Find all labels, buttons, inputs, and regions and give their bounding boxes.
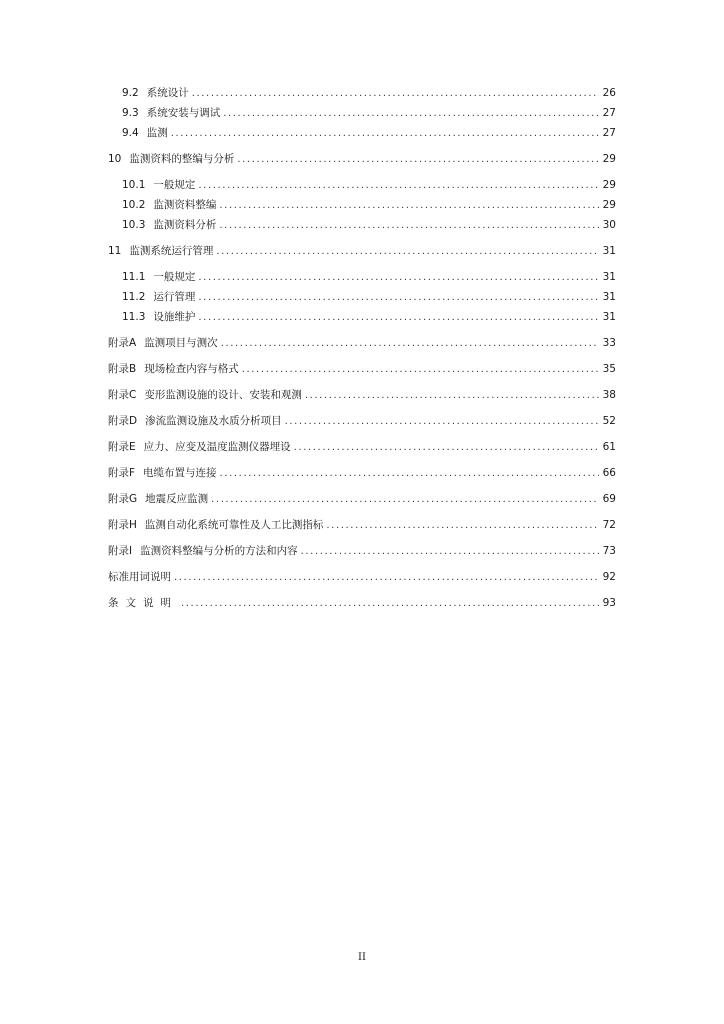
toc-entry-11-3[interactable] bbox=[108, 310, 616, 330]
toc-leader-dots bbox=[174, 571, 599, 585]
toc-entry-title: 运行管理 bbox=[153, 291, 196, 303]
toc-leader-dots bbox=[301, 545, 599, 559]
toc-entry-title: 监测资料整编与分析的方法和内容 bbox=[140, 545, 298, 557]
toc-leader-dots bbox=[294, 441, 599, 455]
toc-entry-page: 31 bbox=[602, 291, 616, 303]
toc-entry-number: 10.1 bbox=[122, 179, 146, 191]
toc-leader-dots bbox=[223, 107, 599, 121]
toc-entry-title: 系统设计 bbox=[146, 87, 189, 99]
toc-entry-title: 监测项目与测次 bbox=[144, 337, 218, 349]
toc-leader-dots bbox=[171, 127, 599, 141]
toc-entry-terminology[interactable] bbox=[108, 570, 616, 590]
table-of-contents bbox=[108, 86, 616, 616]
toc-entry-appendix-c[interactable] bbox=[108, 388, 616, 408]
toc-entry-page: 26 bbox=[602, 87, 616, 99]
toc-entry-title: 条文说明 bbox=[108, 597, 178, 609]
toc-entry-page: 92 bbox=[602, 571, 616, 583]
toc-entry-9-4[interactable] bbox=[108, 126, 616, 146]
toc-entry-number: 9.3 bbox=[122, 107, 139, 119]
toc-entry-title: 一般规定 bbox=[153, 179, 196, 191]
toc-leader-dots bbox=[219, 199, 599, 213]
toc-entry-page: 33 bbox=[602, 337, 616, 349]
toc-entry-number: 11.1 bbox=[122, 271, 146, 283]
toc-entry-10[interactable] bbox=[108, 152, 616, 172]
toc-entry-page: 27 bbox=[602, 127, 616, 139]
toc-entry-number: 附录I bbox=[108, 545, 133, 557]
toc-entry-number: 10.3 bbox=[122, 219, 146, 231]
toc-entry-appendix-b[interactable] bbox=[108, 362, 616, 382]
toc-entry-title: 地震反应监测 bbox=[145, 493, 209, 505]
toc-entry-title: 设施维护 bbox=[153, 311, 196, 323]
toc-entry-11[interactable] bbox=[108, 244, 616, 264]
toc-entry-title: 一般规定 bbox=[153, 271, 196, 283]
toc-entry-appendix-a[interactable] bbox=[108, 336, 616, 356]
toc-entry-number: 附录C bbox=[108, 389, 137, 401]
toc-entry-title: 现场检查内容与格式 bbox=[144, 363, 239, 375]
toc-entry-10-3[interactable] bbox=[108, 218, 616, 238]
toc-leader-dots bbox=[216, 245, 599, 259]
toc-entry-page: 31 bbox=[602, 245, 616, 257]
toc-entry-number: 附录B bbox=[108, 363, 137, 375]
toc-entry-appendix-g[interactable] bbox=[108, 492, 616, 512]
toc-entry-page: 35 bbox=[602, 363, 616, 375]
toc-entry-title: 监测系统运行管理 bbox=[129, 245, 214, 257]
toc-entry-page: 29 bbox=[602, 179, 616, 191]
toc-entry-page: 30 bbox=[602, 219, 616, 231]
toc-entry-page: 38 bbox=[602, 389, 616, 401]
toc-entry-number: 11.3 bbox=[122, 311, 146, 323]
toc-entry-title: 系统安装与调试 bbox=[146, 107, 221, 119]
toc-entry-page: 52 bbox=[602, 415, 616, 427]
toc-entry-number: 附录F bbox=[108, 467, 136, 479]
toc-entry-page: 66 bbox=[602, 467, 616, 479]
toc-leader-dots bbox=[181, 597, 599, 611]
toc-entry-number: 11.2 bbox=[122, 291, 146, 303]
toc-entry-title: 电缆布置与连接 bbox=[143, 467, 217, 479]
toc-entry-number: 附录D bbox=[108, 415, 138, 427]
toc-entry-page: 27 bbox=[602, 107, 616, 119]
toc-entry-title: 监测资料整编 bbox=[153, 199, 217, 211]
toc-entry-number: 附录E bbox=[108, 441, 136, 453]
toc-entry-9-3[interactable] bbox=[108, 106, 616, 126]
toc-leader-dots bbox=[219, 219, 599, 233]
toc-entry-appendix-e[interactable] bbox=[108, 440, 616, 460]
toc-entry-explanation[interactable] bbox=[108, 596, 616, 616]
toc-entry-number: 附录H bbox=[108, 519, 137, 531]
toc-entry-number: 9.4 bbox=[122, 127, 139, 139]
toc-leader-dots bbox=[305, 389, 599, 403]
toc-entry-page: 69 bbox=[602, 493, 616, 505]
toc-entry-page: 61 bbox=[602, 441, 616, 453]
toc-entry-title: 渗流监测设施及水质分析项目 bbox=[145, 415, 282, 427]
toc-entry-number: 11 bbox=[108, 245, 122, 257]
toc-entry-page: 73 bbox=[602, 545, 616, 557]
toc-leader-dots bbox=[237, 153, 599, 167]
toc-entry-title: 变形监测设施的设计、安装和观测 bbox=[144, 389, 302, 401]
toc-entry-page: 72 bbox=[602, 519, 616, 531]
toc-entry-number: 附录G bbox=[108, 493, 138, 505]
toc-entry-appendix-h[interactable] bbox=[108, 518, 616, 538]
toc-entry-page: 29 bbox=[602, 153, 616, 165]
toc-entry-appendix-d[interactable] bbox=[108, 414, 616, 434]
toc-leader-dots bbox=[242, 363, 599, 377]
toc-leader-dots bbox=[221, 337, 599, 351]
toc-entry-title: 标准用词说明 bbox=[108, 571, 171, 583]
toc-entry-appendix-f[interactable] bbox=[108, 466, 616, 486]
page-number: II bbox=[358, 952, 366, 963]
toc-leader-dots bbox=[220, 467, 599, 481]
toc-leader-dots bbox=[326, 519, 599, 533]
toc-leader-dots bbox=[198, 271, 599, 285]
toc-leader-dots bbox=[285, 415, 599, 429]
toc-leader-dots bbox=[198, 311, 599, 325]
toc-leader-dots bbox=[198, 179, 599, 193]
toc-entry-10-1[interactable] bbox=[108, 178, 616, 198]
toc-entry-9-2[interactable] bbox=[108, 86, 616, 106]
toc-entry-title: 监测资料分析 bbox=[153, 219, 217, 231]
toc-entry-11-1[interactable] bbox=[108, 270, 616, 290]
toc-entry-number: 10.2 bbox=[122, 199, 146, 211]
toc-entry-page: 31 bbox=[602, 271, 616, 283]
toc-entry-title: 监测 bbox=[146, 127, 168, 139]
toc-leader-dots bbox=[211, 493, 599, 507]
toc-entry-title: 监测自动化系统可靠性及人工比测指标 bbox=[144, 519, 324, 531]
toc-leader-dots bbox=[198, 291, 599, 305]
toc-entry-number: 10 bbox=[108, 153, 122, 165]
toc-leader-dots bbox=[192, 87, 599, 101]
toc-entry-10-2[interactable] bbox=[108, 198, 616, 218]
toc-entry-11-2[interactable] bbox=[108, 290, 616, 310]
toc-entry-title: 应力、应变及温度监测仪器埋设 bbox=[143, 441, 291, 453]
toc-entry-number: 附录A bbox=[108, 337, 137, 349]
toc-entry-page: 31 bbox=[602, 311, 616, 323]
toc-entry-title: 监测资料的整编与分析 bbox=[129, 153, 235, 165]
toc-entry-appendix-i[interactable] bbox=[108, 544, 616, 564]
toc-entry-page: 93 bbox=[602, 597, 616, 609]
toc-entry-number: 9.2 bbox=[122, 87, 139, 99]
toc-entry-page: 29 bbox=[602, 199, 616, 211]
